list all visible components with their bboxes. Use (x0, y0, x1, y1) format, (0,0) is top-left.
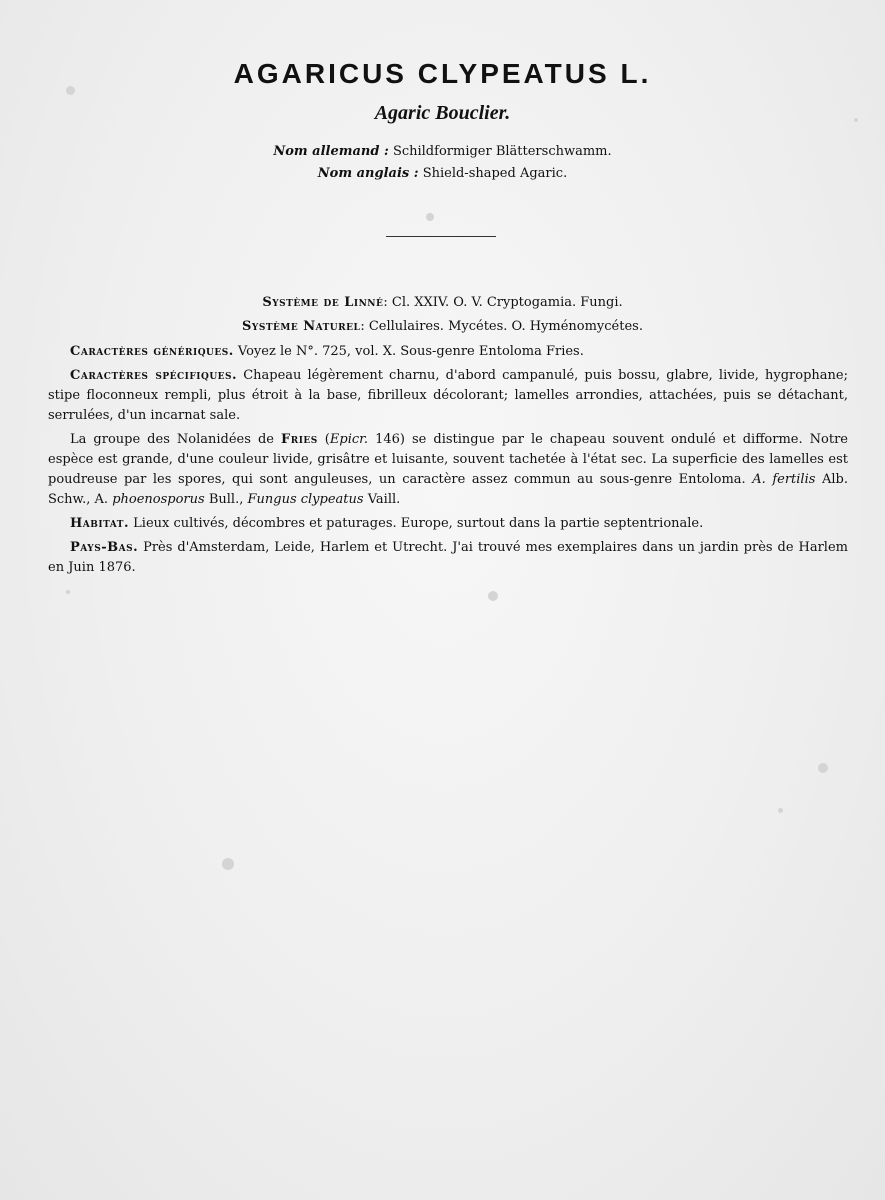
vernacular-names (0, 141, 885, 185)
english-name-line (0, 163, 885, 185)
synonym-fungus-clypeatus-author: Vaill. (363, 492, 401, 507)
netherlands-label: Pays-Bas. (70, 540, 139, 555)
page-title: AGARICUS CLYPEATUS L. (233, 58, 652, 89)
synonym-fungus-clypeatus: Fungus clypeatus (247, 492, 364, 507)
specific-characters-label: Caractères spécifiques. (70, 368, 238, 383)
generic-characters-text: Voyez le N°. 725, vol. X. Sous-genre Entoloma Fries. (233, 344, 584, 359)
linne-system-line (0, 291, 885, 315)
fries-author: Fries (281, 432, 318, 447)
generic-characters-paragraph (48, 342, 848, 362)
german-name-label: Nom allemand : (273, 144, 389, 159)
german-name: Schildformiger Blätterschwamm. (392, 144, 612, 159)
habitat-paragraph (48, 514, 848, 534)
netherlands-paragraph (48, 538, 848, 578)
page-subtitle: Agaric Bouclier. (374, 102, 511, 124)
netherlands-text: Près d'Amsterdam, Leide, Harlem et Utrecht. J'ai trouvé mes exemplaires dans un jardin près de Harlem en Juin 1876. (48, 540, 848, 575)
linne-system-text: : Cl. XXIV. O. V. Cryptogamia. Fungi. (383, 295, 623, 310)
paper-speck (426, 213, 434, 221)
divider-rule (386, 236, 496, 237)
specific-characters-paragraph (48, 366, 848, 426)
epicr-reference: Epicr. (329, 432, 369, 447)
synonym-fertilis-author: Alb. Schw., A. (48, 472, 848, 507)
classification-systems (0, 291, 885, 339)
english-name-label: Nom anglais : (317, 166, 419, 181)
german-name-line (0, 141, 885, 163)
group-text-a: La groupe des Nolanidées de (70, 432, 281, 447)
generic-characters-label: Caractères génériques. (70, 344, 234, 359)
paper-speck (222, 858, 234, 870)
paper-speck (778, 808, 783, 813)
english-name: Shield-shaped Agaric. (422, 166, 568, 181)
paper-speck (488, 591, 498, 601)
synonym-fertilis: A. fertilis (752, 472, 816, 487)
description-body (48, 342, 848, 582)
habitat-label: Habitat. (70, 516, 130, 531)
natural-system-text: : Cellulaires. Mycétes. O. Hyménomycétes. (360, 319, 643, 334)
group-text-b: ( (317, 432, 330, 447)
synonym-phoenosporus: phoenosporus (112, 492, 205, 507)
specific-characters-text: Chapeau légèrement charnu, d'abord campanulé, puis bossu, glabre, livide, hygrophane; stipe floconneux rempli, plus étroit à la base, fibrilleux décolorant; lamelles arrondies, attachées, puis se détachant, serrulées, d'un incarnat sale. (48, 368, 848, 423)
habitat-text: Lieux cultivés, décombres et paturages. Europe, surtout dans la partie septentrionale. (129, 516, 704, 531)
paper-speck (66, 590, 70, 594)
group-text-c: 146) se distingue par le chapeau souvent ondulé et difforme. Notre espèce est grande, d'une couleur livide, grisâtre et luisante, souvent tachetée à l'état sec. La superficie des lamelles est poudreuse par les spores, qui sont anguleuses, un caractère assez commun au sous-genre Entoloma. (48, 432, 848, 487)
natural-system-line (0, 315, 885, 339)
paper-speck (818, 763, 828, 773)
linne-system-label: Système de Linné (262, 295, 384, 310)
synonym-phoenosporus-author: Bull., (204, 492, 248, 507)
natural-system-label: Système Naturel (242, 319, 361, 334)
group-paragraph (48, 430, 848, 510)
